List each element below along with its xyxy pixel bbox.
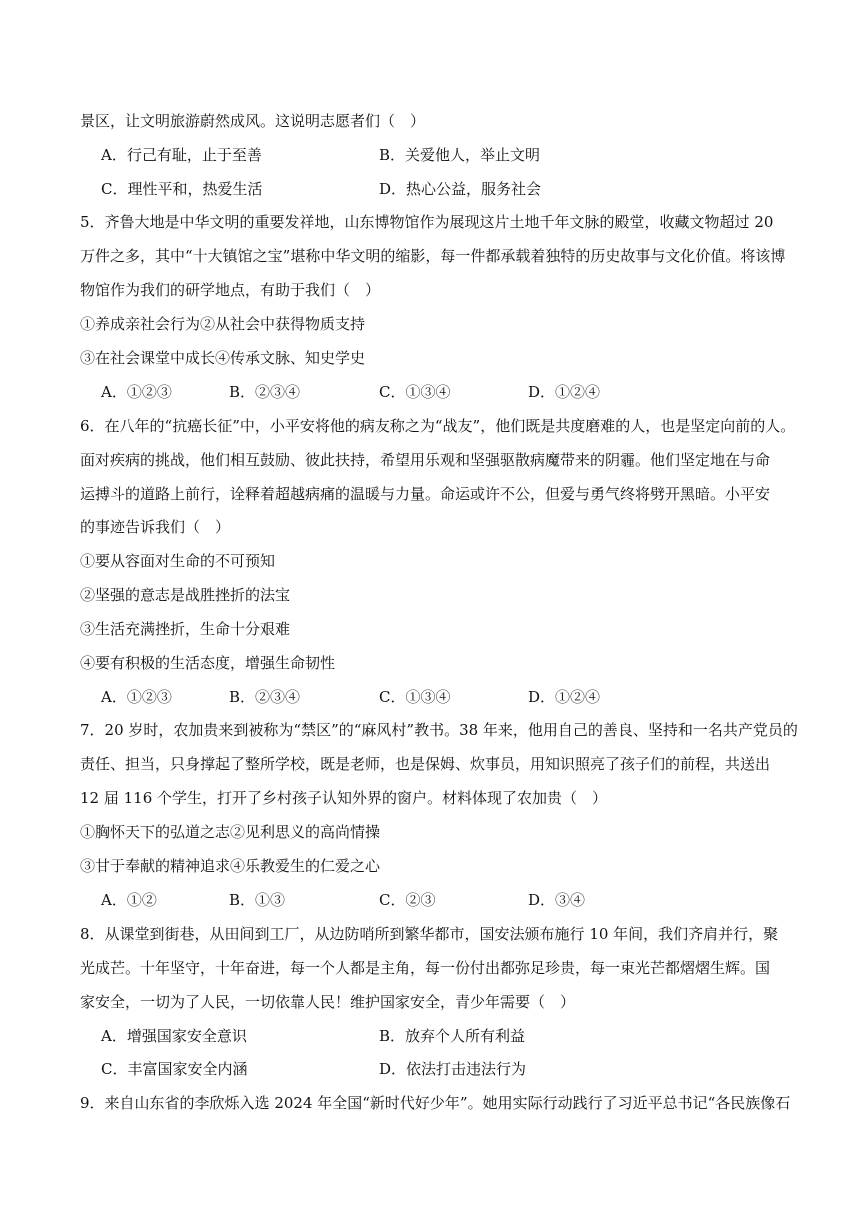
q5-option-d: D．①②④ <box>528 383 601 401</box>
q8-option-d: D．依法打击违法行为 <box>379 1060 527 1078</box>
q7-item-row-1: ①胸怀天下的弘道之志②见利思义的高尚情操 <box>80 823 381 841</box>
q8-option-c: C．丰富国家安全内涵 <box>101 1060 248 1078</box>
q6-stem-line-2: 面对疾病的挑战，他们相互鼓励、彼此扶持，希望用乐观和坚强驱散病魔带来的阴霾。他们坚定地在与命 <box>80 451 771 469</box>
q8-stem-line-3: 家安全，一切为了人民，一切依靠人民！维护国家安全，青少年需要（ ） <box>80 993 576 1011</box>
q5-stem-line-2: 万件之多，其中“十大镇馆之宝”堪称中华文明的缩影，每一件都承载着独特的历史故事与文化价值。将该博 <box>80 247 786 265</box>
q6-option-d: D．①②④ <box>528 688 601 706</box>
q7-option-c: C．②③ <box>379 891 436 909</box>
q6-item-2: ②坚强的意志是战胜挫折的法宝 <box>80 586 291 604</box>
q7-item-row-2: ③甘于奉献的精神追求④乐教爱生的仁爱之心 <box>80 857 381 875</box>
q6-item-1: ①要从容面对生命的不可预知 <box>80 552 276 570</box>
q7-option-b: B．①③ <box>229 891 286 909</box>
q5-option-a: A．①②③ <box>101 383 172 401</box>
q5-option-c: C．①③④ <box>379 383 451 401</box>
q7-option-d: D．③④ <box>528 891 586 909</box>
q6-item-4: ④要有积极的生活态度，增强生命韧性 <box>80 654 336 672</box>
q5-stem-line-3: 物馆作为我们的研学地点，有助于我们（ ） <box>80 281 381 299</box>
q8-stem-line-2: 光成芒。十年坚守，十年奋进，每一个人都是主角，每一份付出都弥足珍贵，每一束光芒都熠熠生辉。国 <box>80 959 771 977</box>
q6-option-a: A．①②③ <box>101 688 172 706</box>
q5-option-b: B．②③④ <box>229 383 301 401</box>
q4-option-a: A．行己有耻，止于至善 <box>101 146 262 164</box>
q6-stem-line-1: 6．在八年的“抗癌长征”中，小平安将他的病友称之为“战友”，他们既是共度磨难的人，也是坚定向前的人。 <box>80 417 796 435</box>
q6-option-b: B．②③④ <box>229 688 301 706</box>
q4-stem-tail: 景区，让文明旅游蔚然成风。这说明志愿者们（ ） <box>80 112 426 130</box>
q6-option-c: C．①③④ <box>379 688 451 706</box>
q5-item-row-2: ③在社会课堂中成长④传承文脉、知史学史 <box>80 349 366 367</box>
q7-option-a: A．①② <box>101 891 157 909</box>
q4-option-c: C．理性平和，热爱生活 <box>101 180 263 198</box>
q6-stem-line-3: 运搏斗的道路上前行，诠释着超越病痛的温暖与力量。命运或许不公，但爱与勇气终将劈开黑暗。小平安 <box>80 485 771 503</box>
q8-option-a: A．增强国家安全意识 <box>101 1027 247 1045</box>
q6-stem-line-4: 的事迹告诉我们（ ） <box>80 518 231 536</box>
q5-stem-line-1: 5．齐鲁大地是中华文明的重要发祥地，山东博物馆作为展现这片土地千年文脉的殿堂，收藏文物超过 20 <box>80 213 774 231</box>
q7-stem-line-2: 责任、担当，只身撑起了整所学校，既是老师，也是保姆、炊事员，用知识照亮了孩子们的前程，共送出 <box>80 755 771 773</box>
q4-option-d: D．热心公益，服务社会 <box>379 180 542 198</box>
q9-stem-line-1: 9．来自山东省的李欣烁入选 2024 年全国“新时代好少年”。她用实际行动践行了习近平总书记“各民族像石 <box>80 1094 791 1112</box>
q7-stem-line-1: 7．20 岁时，农加贵来到被称为“禁区”的“麻风村”教书。38 年来，他用自己的善良、坚持和一名共产党员的 <box>80 721 798 739</box>
q8-stem-line-1: 8．从课堂到街巷，从田间到工厂，从边防哨所到繁华都市，国安法颁布施行 10 年间，我们齐肩并行，聚 <box>80 925 779 943</box>
q4-option-b: B．关爱他人，举止文明 <box>379 146 541 164</box>
q8-option-b: B．放弃个人所有利益 <box>379 1027 526 1045</box>
q7-stem-line-3: 12 届 116 个学生，打开了乡村孩子认知外界的窗户。材料体现了农加贵（ ） <box>80 789 608 807</box>
q6-item-3: ③生活充满挫折，生命十分艰难 <box>80 620 291 638</box>
q5-item-row-1: ①养成亲社会行为②从社会中获得物质支持 <box>80 315 366 333</box>
